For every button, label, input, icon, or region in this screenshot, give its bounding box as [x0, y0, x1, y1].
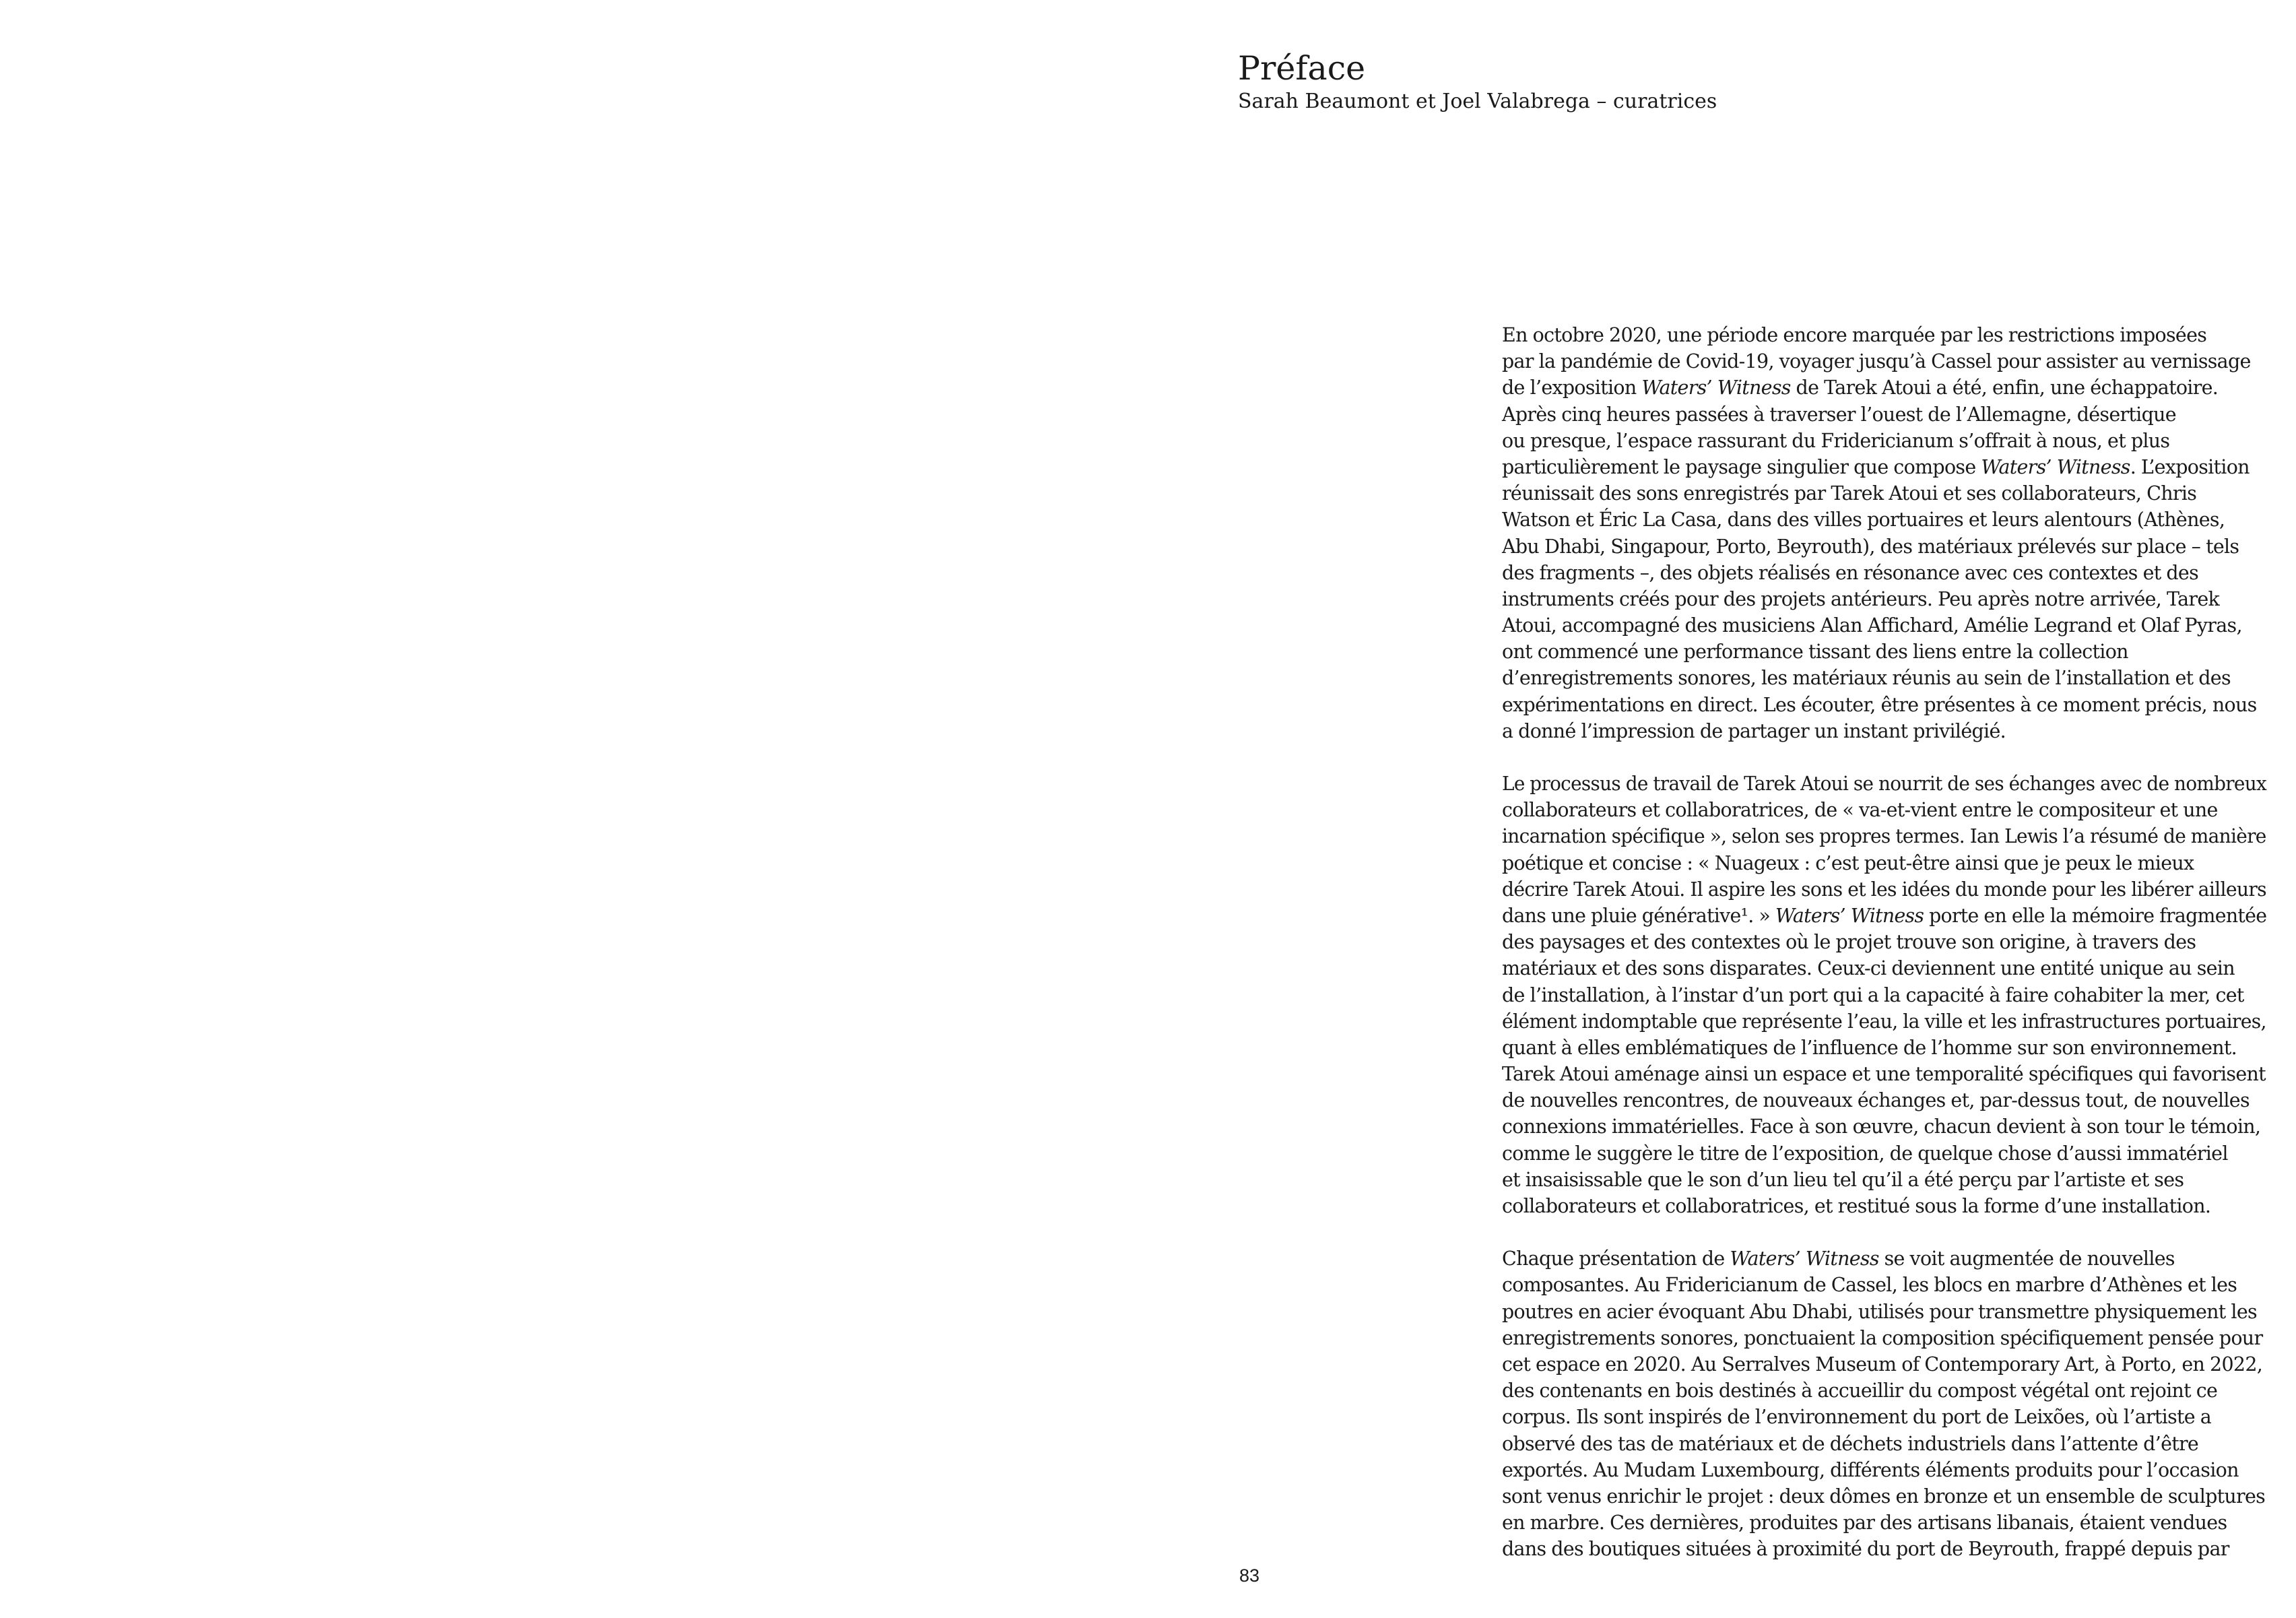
text-line: matériaux et des sons disparates. Ceux-ci deviennent une entité unique au sein	[1502, 957, 2235, 980]
text-line: connexions immatérielles. Face à son œuvre, chacun devient à son tour le témoin,	[1502, 1115, 2261, 1138]
preface-heading	[1238, 48, 1717, 115]
text-line: expérimentations en direct. Les écouter, être présentes à ce moment précis, nous	[1502, 693, 2257, 716]
paragraph	[1502, 1245, 2266, 1562]
text-line: des paysages et des contextes où le projet trouve son origine, à travers des	[1502, 931, 2196, 954]
text-line: Le processus de travail de Tarek Atoui se nourrit de ses échanges avec de nombreux	[1502, 773, 2267, 795]
text-line: des contenants en bois destinés à accueillir du compost végétal ont rejoint ce	[1502, 1380, 2218, 1402]
page-title: Préface	[1238, 49, 1366, 88]
text-line: de nouvelles rencontres, de nouveaux échanges et, par-dessus tout, de nouvelles	[1502, 1089, 2250, 1112]
text-line: réunissait des sons enregistrés par Tarek Atoui et ses collaborateurs, Chris	[1502, 482, 2197, 505]
text-line: Atoui, accompagné des musiciens Alan Affichard, Amélie Legrand et Olaf Pyras,	[1502, 614, 2242, 637]
text-line: par la pandémie de Covid-19, voyager jusqu’à Cassel pour assister au vernissage	[1502, 350, 2251, 373]
text-line: particulièrement le paysage singulier que compose Waters’ Witness. L’exposition	[1502, 455, 2250, 478]
text-line: incarnation spécifique », selon ses propres termes. Ian Lewis l’a résumé de manière	[1502, 825, 2266, 848]
text-line: d’enregistrements sonores, les matériaux réunis au sein de l’installation et des	[1502, 667, 2231, 690]
text-line: comme le suggère le titre de l’exposition, de quelque chose d’aussi immatériel	[1502, 1142, 2228, 1165]
text-line: en marbre. Ces dernières, produites par des artisans libanais, étaient vendues	[1502, 1512, 2227, 1534]
text-line: quant à elles emblématiques de l’influence de l’homme sur son environnement.	[1502, 1036, 2237, 1059]
text-line: poétique et concise : « Nuageux : c’est peut-être ainsi que je peux le mieux	[1502, 851, 2194, 874]
text-line: ou presque, l’espace rassurant du Fridericianum s’offrait à nous, et plus	[1502, 429, 2170, 452]
text-line: de l’installation, à l’instar d’un port qui a la capacité à faire cohabiter la mer, cet	[1502, 983, 2244, 1006]
text-line: exportés. Au Mudam Luxembourg, différents éléments produits pour l’occasion	[1502, 1458, 2239, 1481]
text-line: observé des tas de matériaux et de déchets industriels dans l’attente d’être	[1502, 1432, 2199, 1455]
text-line: corpus. Ils sont inspirés de l’environnement du port de Leixões, où l’artiste a	[1502, 1406, 2212, 1429]
text-line: Après cinq heures passées à traverser l’ouest de l’Allemagne, désertique	[1502, 403, 2176, 426]
text-line: Chaque présentation de Waters’ Witness se voit augmentée de nouvelles	[1502, 1248, 2175, 1270]
paragraph	[1502, 771, 2266, 1219]
body-text	[1502, 322, 2266, 1588]
text-line: de l’exposition Waters’ Witness de Tarek Atoui a été, enfin, une échappatoire.	[1502, 377, 2219, 399]
text-line: des fragments –, des objets réalisés en résonance avec ces contextes et des	[1502, 561, 2199, 584]
text-line: ont commencé une performance tissant des liens entre la collection	[1502, 641, 2128, 664]
text-line: élément indomptable que représente l’eau, la ville et les infrastructures portuaires,	[1502, 1010, 2266, 1033]
paragraph	[1502, 322, 2266, 744]
text-line: enregistrements sonores, ponctuaient la composition spécifiquement pensée pour	[1502, 1326, 2263, 1349]
text-line: Tarek Atoui aménage ainsi un espace et une temporalité spécifiques qui favorisent	[1502, 1063, 2266, 1086]
text-line: et insaisissable que le son d’un lieu tel qu’il a été perçu par l’artiste et ses	[1502, 1168, 2184, 1191]
text-line: Watson et Éric La Casa, dans des villes portuaires et leurs alentours (Athènes,	[1502, 509, 2225, 531]
text-line: poutres en acier évoquant Abu Dhabi, utilisés pour transmettre physiquement les	[1502, 1300, 2257, 1323]
authors-subtitle: Sarah Beaumont et Joel Valabrega – curatrices	[1238, 90, 1717, 113]
text-line: Abu Dhabi, Singapour, Porto, Beyrouth), des matériaux prélevés sur place – tels	[1502, 535, 2239, 558]
text-line: composantes. Au Fridericianum de Cassel, les blocs en marbre d’Athènes et les	[1502, 1274, 2237, 1297]
text-line: sont venus enrichir le projet : deux dômes en bronze et un ensemble de sculptures	[1502, 1485, 2266, 1508]
text-line: a donné l’impression de partager un instant privilégié.	[1502, 719, 2006, 742]
text-line: collaborateurs et collaboratrices, de « va-et-vient entre le compositeur et une	[1502, 799, 2218, 822]
text-line: cet espace en 2020. Au Serralves Museum of Contemporary Art, à Porto, en 2022,	[1502, 1353, 2263, 1376]
page-number: 83	[1239, 1565, 1260, 1586]
text-line: En octobre 2020, une période encore marquée par les restrictions imposées	[1502, 324, 2207, 346]
text-line: dans une pluie générative¹. » Waters’ Witness porte en elle la mémoire fragmentée	[1502, 904, 2267, 927]
text-line: instruments créés pour des projets antérieurs. Peu après notre arrivée, Tarek	[1502, 587, 2220, 610]
text-line: décrire Tarek Atoui. Il aspire les sons et les idées du monde pour les libérer ailleurs	[1502, 878, 2266, 901]
text-line: dans des boutiques situées à proximité du port de Beyrouth, frappé depuis par	[1502, 1538, 2229, 1561]
text-line: collaborateurs et collaboratrices, et restitué sous la forme d’une installation.	[1502, 1195, 2211, 1217]
